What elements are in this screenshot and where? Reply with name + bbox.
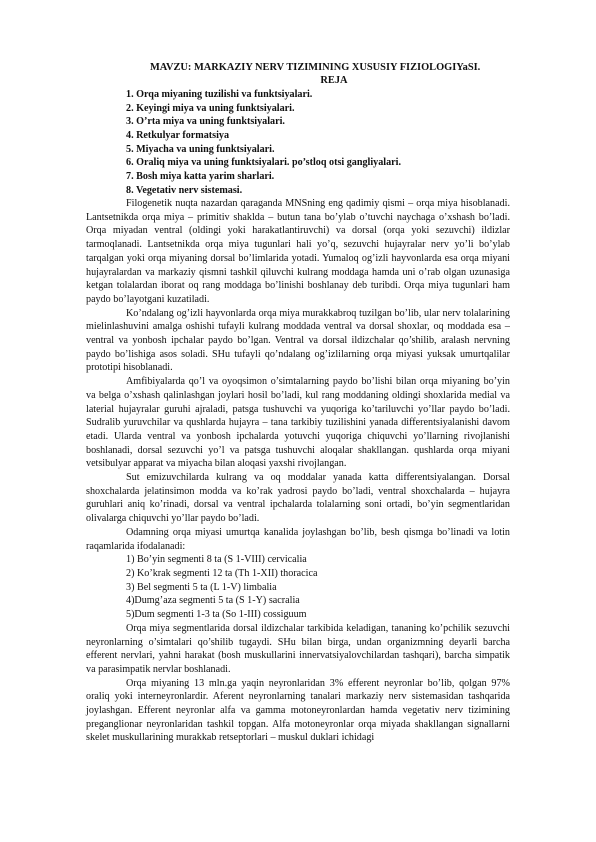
plan-list <box>126 88 526 198</box>
document-title: MAVZU: MARKAZIY NERV TIZIMINING XUSUSIY FIZIOLOGIYaSI. <box>150 62 481 73</box>
paragraph: Filogenetik nuqta nazardan qaraganda MNSning eng qadimiy qismi – orqa miya hisoblanadi. Lantsetnikda orqa miya – primitiv shaklda – butun tana bo’ylab o’tuvchi naychaga o’xshash bo’ladi. Orqa miyadan ventral (oldingi yoki harakatlantiruvchi) va dorsal (orqa yoki sezuvchi) ildizlar tarmoqlanadi. Lantsetnikda orqa miya tugunlari hali yo’q, sezuvchi hujayralar nerv yo’li bo’ylab tarqalgan yoki orqa miyaning dorsal bo’limlarida yotadi. Yumaloq og’izli hayvonlarda esa orqa miyani hujayralardan va markaziy qismni tashkil qiluvchi kulrang moddaga hamda uni o’rab olgan uzunasiga ketgan tolalardan iborat oq rang moddaga bo’linishi boshlanay deb turibdi. Orqa miya tugunlari ham paydo bo’layotgani kuzatiladi. <box>86 198 510 305</box>
plan-item: 2. Keyingi miya va uning funktsiyalari. <box>126 102 295 114</box>
paragraph: Orqa miyaning 13 mln.ga yaqin neyronlaridan 3% efferent neyronlar bo’lib, qolgan 97% oraliq yoki interneyronlardir. Aferent neyronlarning tanalari markaziy nerv sistemasidan tashqarida joylashgan. Efferent neyronlar alfa va gamma motoneyronlardan hamda vegetativ nerv tizimining preganglionar neyronlaridan tashkil topgan. Alfa motoneyronlar orqa miyada shakllangan signallarni skelet muskullarining murakkab retseptorlari – muskul duklari ichidagi <box>86 677 510 744</box>
paragraph: Ko’ndalang og’izli hayvonlarda orqa miya murakkabroq tuzilgan bo’lib, ular nerv tolalarining mielinlashuvini amalga oshishi tufayli kulrang moddada ventral va dorsal shoxlar, oq moddada esa – ventral va yonbosh ipchalar paydo bo’lgan. Ventral va dorsal ildizchalar qo’shilib, aralash nervning paydo bo’lishiga asos soladi. SHu tufayli qo’ndalang og’izlilarning orqa miyasi yuksak umurtqalilar prototipi hisoblanadi. <box>86 307 510 374</box>
plan-item: 8. Vegetativ nerv sistemasi. <box>126 184 243 196</box>
segment-item: 1) Bo’yin segmenti 8 ta (S 1-VIII) cervicalia <box>126 554 307 566</box>
plan-item: 6. Oraliq miya va uning funktsiyalari. po’stloq otsi gangliyalari. <box>126 157 402 169</box>
plan-item: 4. Retkulyar formatsiya <box>126 130 230 142</box>
segment-item: 3) Bel segmenti 5 ta (L 1-V) limbalia <box>126 581 277 593</box>
segment-item: 2) Ko’krak segmenti 12 ta (Th 1-XII) thoracica <box>126 567 318 579</box>
paragraph: Odamning orqa miyasi umurtqa kanalida joylashgan bo’lib, besh qismga bo’linadi va lotin raqamlarida ifodalanadi: <box>86 526 510 552</box>
paragraph: Amfibiyalarda qo’l va oyoqsimon o’simtalarning paydo bo’lishi bilan orqa miyaning bo’yin va belga o’xshash qalinlashgan joylari hosil bo’ladi, kul rang moddaning oldingi shoxlarida medial va laterial hujayralar guruhi ajraladi, patsga tushuvchi va yuqoriga ko’tariluvchi yo’llar paydo bo’ladi. Sudralib yuruvchilar va qushlarda hujayra – tana tarkibiy tuzilishini yanada differentsiyalanishi davom etadi. Ularda ventral va yonbosh ipchalarda yotuvchi yuqoriga chiquvchi yo’llarning rivojlanishi boshlanadi, dorsal sezuvchi yo’l va patsga tushuvchi aloqalar shakllangan. qushlarda orqa miyani vetsibulyar apparat va miyacha bilan aloqasi yaxshi rivojlangan. <box>86 376 510 470</box>
document-body <box>86 197 510 745</box>
plan-item: 5. Miyacha va uning funktsiyalari. <box>126 143 275 155</box>
segment-item: 5)Dum segmenti 1-3 ta (So 1-III) cossiguum <box>126 609 307 621</box>
plan-item: 1. Orqa miyaning tuzilishi va funktsiyalari. <box>126 89 313 100</box>
plan-item: 7. Bosh miya katta yarim sharlari. <box>126 171 275 183</box>
plan-heading: REJA <box>320 75 348 86</box>
paragraph: Orqa miya segmentlarida dorsal ildizchalar tarkibida keladigan, tananing ko’pchilik sezuvchi neyronlarning o’simtalari qo’shilib tugaydi. SHu bilan birga, undan organizmning deyarli barcha efferent nervlari, yahni harakat (bosh muskullarini innervatsiyalovchilardan tashqari), barcha simpatik va parasimpatik nervlar boshlanadi. <box>86 622 510 675</box>
segment-item: 4)Dumg’aza segmenti 5 ta (S 1-Y) sacralia <box>126 595 300 607</box>
paragraph: Sut emizuvchilarda kulrang va oq moddalar yanada katta differentsiyalangan. Dorsal shoxchalarda jelatinsimon modda va ko’rak yadrosi paydo bo’ladi, ventral shoxchalarda – hujayra guruhlari aniq ko’rinadi, dorsal va ventral ipchalarda tolalarning soni ortadi, bo’yin segmentlaridan olivalarga chiquvchi yo’llar paydo bo’ladi. <box>86 472 510 525</box>
plan-item: 3. O’rta miya va uning funktsiyalari. <box>126 116 285 128</box>
